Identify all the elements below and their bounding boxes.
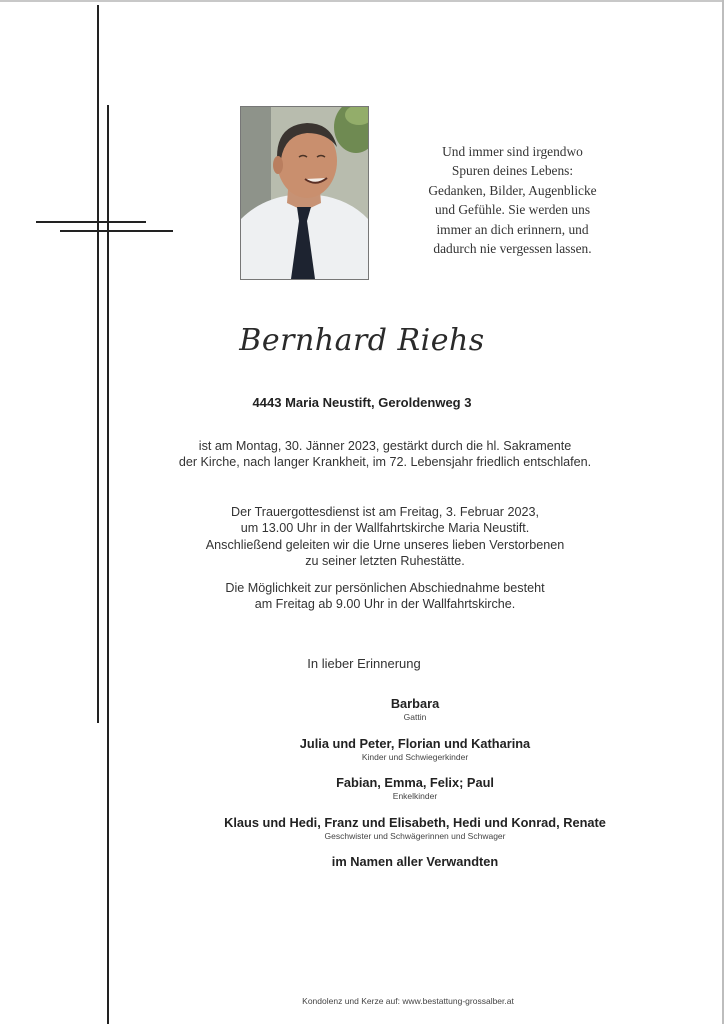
deceased-address: 4443 Maria Neustift, Geroldenweg 3 xyxy=(252,395,472,410)
funeral-service-info xyxy=(150,504,620,570)
death-line: ist am Montag, 30. Jänner 2023, gestärkt durch die hl. Sakramente xyxy=(198,439,572,453)
mourner-relation: Gattin xyxy=(403,712,427,722)
poem-line: immer an dich erinnern, und xyxy=(436,221,589,237)
mourner-relation: Geschwister und Schwägerinnen und Schwager xyxy=(324,831,506,841)
deceased-name: Bernhard Riehs xyxy=(239,323,485,358)
death-line: der Kirche, nach langer Krankheit, im 72. Lebensjahr friedlich entschlafen. xyxy=(178,455,592,470)
mourner-entry xyxy=(150,775,680,801)
service-line: Anschließend geleiten wir die Urne unseres lieben Verstorbenen xyxy=(205,537,565,552)
service-line: zu seiner letzten Ruhestätte. xyxy=(305,554,465,569)
mourner-entry xyxy=(150,696,680,722)
portrait-photo xyxy=(240,106,369,280)
poem-line: Spuren deines Lebens: xyxy=(451,163,574,179)
mourner-relation: Kinder und Schwiegerkinder xyxy=(361,752,469,762)
cross-horizontal-line-2 xyxy=(60,230,173,232)
poem-line: Und immer sind irgendwo xyxy=(442,144,583,159)
mourner-names: Barbara xyxy=(390,696,440,711)
mourner-relation: Enkelkinder xyxy=(392,791,438,801)
poem-line: dadurch nie vergessen lassen. xyxy=(433,241,592,257)
mourner-names: Julia und Peter, Florian und Katharina xyxy=(299,736,531,751)
mourner-entry xyxy=(150,736,680,762)
in-memory-heading: In lieber Erinnerung xyxy=(307,656,421,671)
service-line: Der Trauergottesdienst ist am Freitag, 3. Februar 2023, xyxy=(231,505,539,519)
cross-horizontal-line-1 xyxy=(36,221,146,223)
mourner-names: Klaus und Hedi, Franz und Elisabeth, Hedi und Konrad, Renate xyxy=(224,815,606,830)
service-line: um 13.00 Uhr in der Wallfahrtskirche Maria Neustift. xyxy=(240,521,530,536)
condolence-footer: Kondolenz und Kerze auf: www.bestattung-grossalber.at xyxy=(302,996,514,1006)
farewell-line: Die Möglichkeit zur persönlichen Abschiednahme besteht xyxy=(225,581,545,595)
death-announcement xyxy=(150,438,620,471)
cross-vertical-line-2 xyxy=(107,105,109,1024)
farewell-line: am Freitag ab 9.00 Uhr in der Wallfahrtskirche. xyxy=(254,597,516,612)
memorial-poem xyxy=(400,142,625,258)
poem-line: Gedanken, Bilder, Augenblicke xyxy=(428,182,597,198)
poem-line: und Gefühle. Sie werden uns xyxy=(434,202,591,218)
cross-vertical-line-1 xyxy=(97,5,99,723)
farewell-info xyxy=(150,580,620,613)
mourner-entry xyxy=(150,815,680,841)
portrait-illustration xyxy=(241,107,368,279)
mourner-names: Fabian, Emma, Felix; Paul xyxy=(336,775,494,790)
scan-edge-top xyxy=(0,0,724,2)
closing-line xyxy=(150,854,680,869)
closing-text: im Namen aller Verwandten xyxy=(331,854,499,869)
